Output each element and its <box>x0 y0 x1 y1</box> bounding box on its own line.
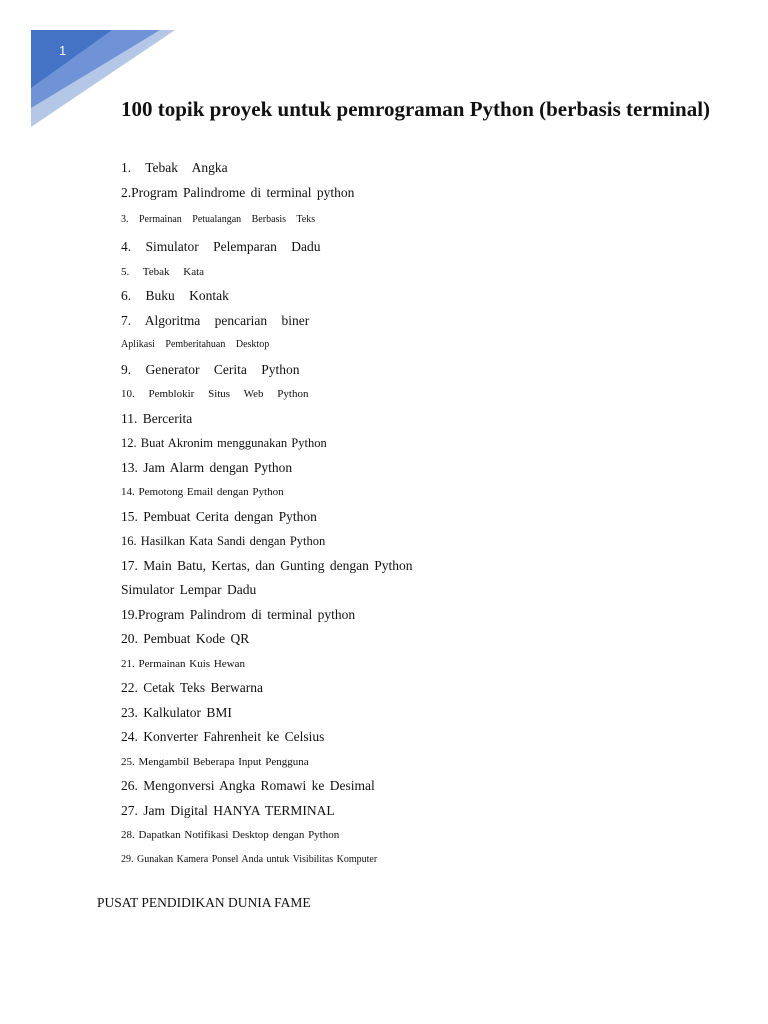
topic-item: 19.Program Palindrom di terminal python <box>121 606 356 622</box>
topic-item: 14. Pemotong Email dengan Python <box>121 486 284 498</box>
topic-item: 3. Permainan Petualangan Berbasis Teks <box>121 214 316 225</box>
topic-item: 16. Hasilkan Kata Sandi dengan Python <box>121 534 326 548</box>
topic-item: 28. Dapatkan Notifikasi Desktop dengan Python <box>121 829 340 841</box>
topic-item: 22. Cetak Teks Berwarna <box>121 680 264 695</box>
topic-item: 29. Gunakan Kamera Ponsel Anda untuk Visibilitas Komputer <box>121 853 378 865</box>
topic-item: 7. Algoritma pencarian biner <box>121 312 310 328</box>
topic-item: 24. Konverter Fahrenheit ke Celsius <box>121 729 325 744</box>
topic-item: 1. Tebak Angka <box>121 160 228 175</box>
topic-item: 4. Simulator Pelemparan Dadu <box>121 239 321 254</box>
topic-list <box>121 156 412 872</box>
topic-item: Aplikasi Pemberitahuan Desktop <box>121 339 270 350</box>
topic-item: 20. Pembuat Kode QR <box>121 631 250 646</box>
topic-item: 2.Program Palindrome di terminal python <box>121 184 355 200</box>
topic-item: 9. Generator Cerita Python <box>121 361 300 377</box>
topic-item: 10. Pemblokir Situs Web Python <box>121 388 309 400</box>
topic-item: 23. Kalkulator BMI <box>121 704 232 720</box>
document-title: 100 topik proyek untuk pemrograman Python (berbasis terminal) <box>121 97 711 121</box>
topic-item: 25. Mengambil Beberapa Input Pengguna <box>121 755 309 768</box>
topic-item: 13. Jam Alarm dengan Python <box>121 459 293 475</box>
topic-item: 26. Mengonversi Angka Romawi ke Desimal <box>121 778 375 793</box>
footer-text: PUSAT PENDIDIKAN DUNIA FAME <box>97 895 311 910</box>
topic-item: 27. Jam Digital HANYA TERMINAL <box>121 802 335 818</box>
topic-item: 6. Buku Kontak <box>121 288 229 303</box>
page-number: 1 <box>59 43 67 58</box>
topic-item: 21. Permainan Kuis Hewan <box>121 657 245 670</box>
topic-item: 12. Buat Akronim menggunakan Python <box>121 436 327 450</box>
topic-item: 17. Main Batu, Kertas, dan Gunting dengan Python <box>121 557 413 573</box>
topic-item: 5. Tebak Kata <box>121 265 205 278</box>
topic-item: 11. Bercerita <box>121 410 193 426</box>
topic-item: Simulator Lempar Dadu <box>121 582 257 597</box>
topic-item: 15. Pembuat Cerita dengan Python <box>121 508 317 524</box>
